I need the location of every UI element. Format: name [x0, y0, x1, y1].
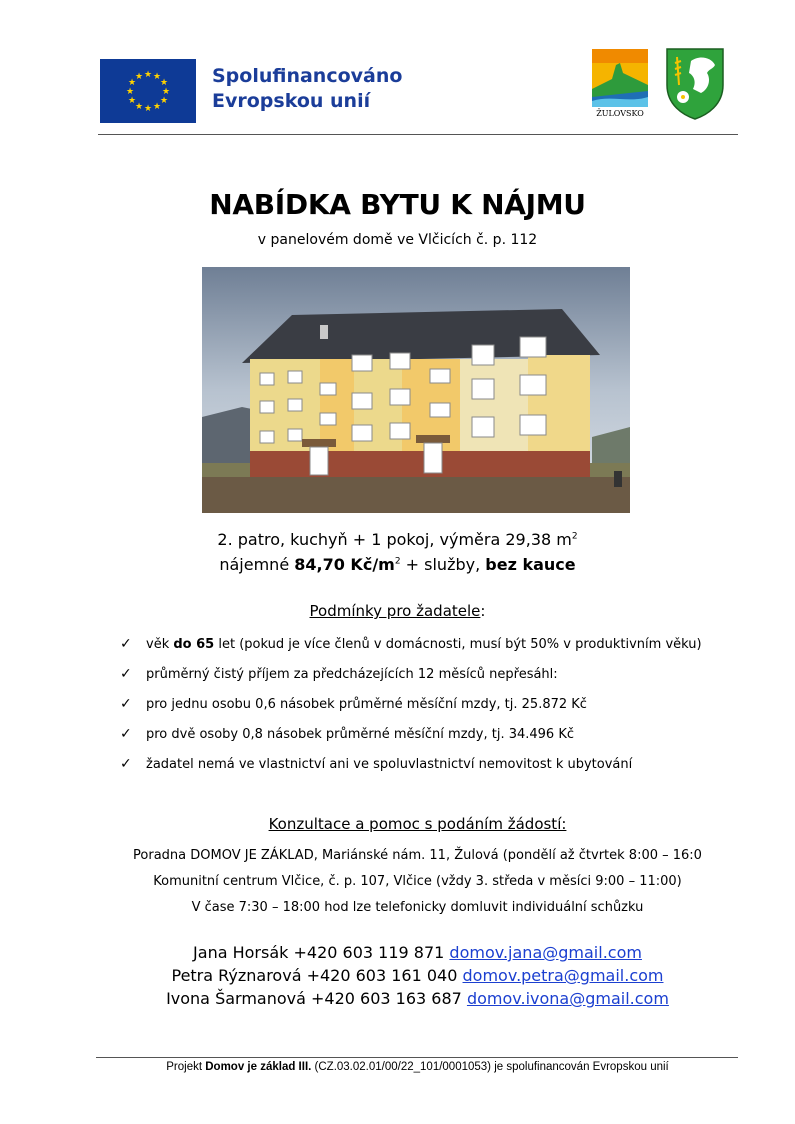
condition-text: pro dvě osoby 0,8 násobek průměrné měsíční mzdy, tj. 34.496 Kč [146, 727, 575, 742]
condition-item [120, 666, 558, 682]
svg-text:★: ★ [127, 96, 137, 106]
page-title: NABÍDKA BYTU K NÁJMU [209, 188, 586, 221]
footer-divider [96, 1057, 738, 1058]
checkmark-icon: ✓ [120, 636, 132, 652]
svg-text:★: ★ [125, 87, 135, 97]
vlcice-coat-of-arms-logo [663, 45, 727, 121]
svg-text:★: ★ [159, 96, 169, 106]
consultation-line: V čase 7:30 – 18:00 hod lze telefonicky domluvit individuální schůzku [191, 900, 644, 915]
conditions-heading [0, 602, 795, 620]
contact-email-link[interactable]: domov.ivona@gmail.com [466, 989, 669, 1008]
condition-text: žadatel nemá ve vlastnictví ani ve spoluvlastnictví nemovitost k ubytování [146, 757, 633, 772]
svg-text:★: ★ [143, 104, 153, 114]
contact-email-link[interactable]: domov.petra@gmail.com [462, 966, 664, 985]
condition-bold: do 65 [173, 637, 215, 652]
contact-email-link[interactable]: domov.jana@gmail.com [449, 943, 642, 962]
checkmark-icon: ✓ [120, 696, 132, 712]
svg-text:★: ★ [152, 102, 162, 112]
conditions-heading-text: Podmínky pro žadatele [309, 602, 481, 620]
condition-prefix: věk [146, 637, 174, 652]
offer-line1-sup: 2 [571, 531, 578, 542]
svg-text:★: ★ [134, 72, 144, 82]
svg-text:★: ★ [127, 78, 137, 88]
svg-text:★: ★ [152, 72, 162, 82]
condition-item [120, 636, 702, 652]
svg-text:★: ★ [161, 87, 171, 97]
rent-suffix: + služby, [400, 555, 486, 574]
contact-row [0, 989, 795, 1008]
page-subtitle: v panelovém domě ve Vlčicích č. p. 112 [257, 232, 538, 248]
condition-item [120, 756, 632, 772]
checkmark-icon: ✓ [120, 666, 132, 682]
svg-text:★: ★ [143, 70, 153, 80]
offer-description [0, 530, 795, 549]
consultation-line: Komunitní centrum Vlčice, č. p. 107, Vlčice (vždy 3. středa v měsíci 9:00 – 11:00) [153, 874, 682, 889]
condition-item [120, 726, 574, 742]
deposit-text: bez kauce [485, 555, 576, 574]
svg-text:★: ★ [134, 102, 144, 112]
zulovsko-logo [590, 45, 650, 123]
contact-row [0, 966, 795, 985]
eu-text-line2: Evropskou unií [212, 90, 371, 112]
contact-name: Petra Rýznarová [171, 966, 302, 985]
checkmark-icon: ✓ [120, 756, 132, 772]
footer-prefix: Projekt [166, 1061, 206, 1073]
eu-cofinanced-text [212, 64, 402, 114]
conditions-heading-colon: : [480, 602, 486, 620]
contact-phone: +420 603 119 871 [293, 943, 445, 962]
condition-item [120, 696, 587, 712]
footer-suffix: (CZ.03.02.01/00/22_101/0001053) je spolufinancován Evropskou unií [311, 1061, 669, 1073]
consultation-line: Poradna DOMOV JE ZÁKLAD, Mariánské nám. 11, Žulová (pondělí až čtvrtek 8:00 – 16:0 [133, 848, 702, 863]
footer-text [0, 1061, 795, 1073]
consultation-heading-text: Konzultace a pomoc s podáním žádostí: [268, 815, 567, 833]
contact-phone: +420 603 161 040 [306, 966, 458, 985]
offer-rent [0, 555, 795, 574]
contact-name: Ivona Šarmanová [166, 989, 306, 1008]
svg-text:★: ★ [159, 78, 169, 88]
rent-sup: 2 [394, 556, 401, 567]
checkmark-icon: ✓ [120, 726, 132, 742]
rent-value: 84,70 Kč/m [294, 555, 395, 574]
header-divider [98, 134, 738, 135]
consultation-heading [0, 815, 795, 833]
apartment-building-photo [202, 267, 630, 513]
condition-text: let (pokud je více členů v domácnosti, musí být 50% v produktivním věku) [214, 637, 702, 652]
footer-project-name: Domov je základ III. [205, 1061, 312, 1073]
condition-text: pro jednu osobu 0,6 násobek průměrné měsíční mzdy, tj. 25.872 Kč [146, 697, 587, 712]
rent-prefix: nájemné [219, 555, 295, 574]
contact-phone: +420 603 163 687 [311, 989, 462, 1008]
condition-text: průměrný čistý příjem za předcházejících 12 měsíců nepřesáhl: [146, 667, 558, 682]
offer-line1-text: 2. patro, kuchyň + 1 pokoj, výměra 29,38 m [217, 530, 572, 549]
contact-row [0, 943, 795, 962]
eu-text-line1: Spolufinancováno [212, 65, 403, 87]
contact-name: Jana Horsák [193, 943, 289, 962]
zulovsko-label: ŽULOVSKO [596, 109, 644, 118]
eu-flag-logo [100, 59, 196, 123]
